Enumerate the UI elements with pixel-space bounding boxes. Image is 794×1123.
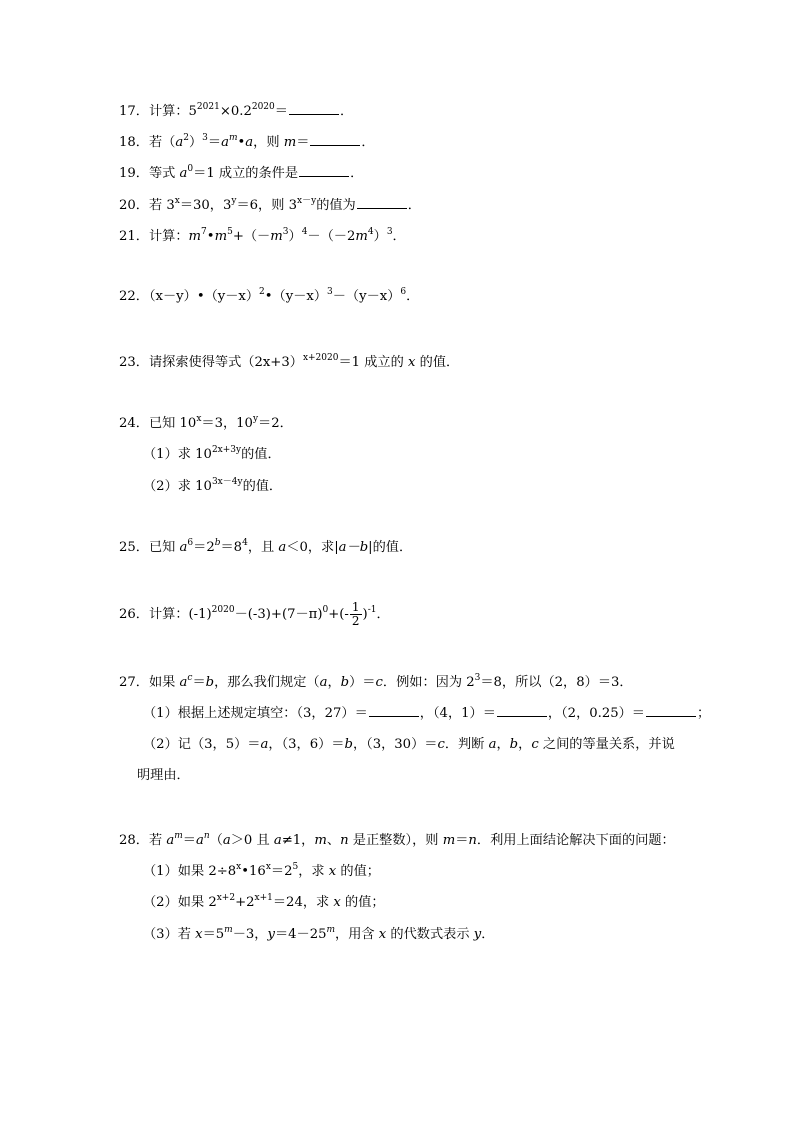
question-19: 19．等式 $a^0=1$ 成立的条件是 ．	[119, 164, 364, 181]
question-24-part-2: （2）求 $10^{3x-4y}$的值．	[143, 477, 283, 494]
question-22: 22．$(x-y)•(y-x)^2•(y-x)^3-(y-x)^6$．	[119, 287, 420, 304]
question-28-part-2: （2）如果 $2^{x+2}+2^{x+1}=24$，求 x 的值；	[143, 893, 385, 910]
question-27-part-1: （1）根据上述规定填空：（3，27）＝ ，（4，1）＝ ，（2，0.25）＝ ；	[143, 706, 711, 721]
question-27-part-2-continued: 明理由．	[137, 768, 190, 783]
fraction-one-half: $\frac{1}{2}$	[351, 600, 360, 628]
answer-blank	[497, 704, 547, 717]
question-26: 26．计算：$(-1)^{2020}-(-3)+(7-\pi)^0+(-$ $\frac{1}{2}$ )$^{-1}$．	[119, 600, 390, 628]
answer-blank	[289, 102, 339, 115]
answer-blank	[357, 196, 407, 209]
question-27: 27．如果 $a^c=b$，那么我们规定（a，b）＝c．例如：因为 $2^3=8$，所以（2，8）＝3．	[119, 673, 633, 690]
answer-blank	[310, 133, 360, 146]
question-28-part-3: （3）若 $x=5^m-3$，$y=4-25^m$，用含 x 的代数式表示 y．	[143, 925, 495, 942]
answer-blank	[646, 704, 696, 717]
question-28-part-1: （1）如果 $2\div 8^x•16^x=2^5$，求 x 的值；	[143, 862, 380, 879]
question-24: 24．已知 $10^x=3$，$10^y=2$．	[119, 414, 293, 431]
question-20: 20．若 $3^x=30$，$3^y=6$，则 $3^{x-y}$的值为 ．	[119, 196, 421, 213]
answer-blank	[299, 164, 349, 177]
question-25: 25．已知 $a^6=2^b=8^4$，且 a＜0，求|a－b|的值．	[119, 538, 413, 555]
answer-blank	[369, 704, 419, 717]
question-27-part-2: （2）记（3，5）＝a，（3，6）＝b，（3，30）＝c．判断 a，b，c 之间的等量关系，并说	[143, 737, 675, 752]
question-28: 28．若 $a^m=a^n(a>0$ 且 a≠1，m、n 是正整数），则 m＝n．利用上面结论解决下面的问题：	[119, 831, 675, 848]
question-18: 18．若$(a^2)^3=a^m•a$，则 m＝ ．	[119, 133, 375, 150]
question-17: 17．计算：$5^{2021}\times 0.2^{2020}=$ ．	[119, 102, 354, 119]
question-24-part-1: （1）求 $10^{2x+3y}$的值．	[143, 445, 281, 462]
question-23: 23．请探索使得等式$(2x+3)^{x+2020}=1$ 成立的 x 的值．	[119, 353, 460, 370]
question-21: 21．计算：$m^7•m^5+(-m^3)^4-(-2m^4)^3$．	[119, 227, 406, 244]
